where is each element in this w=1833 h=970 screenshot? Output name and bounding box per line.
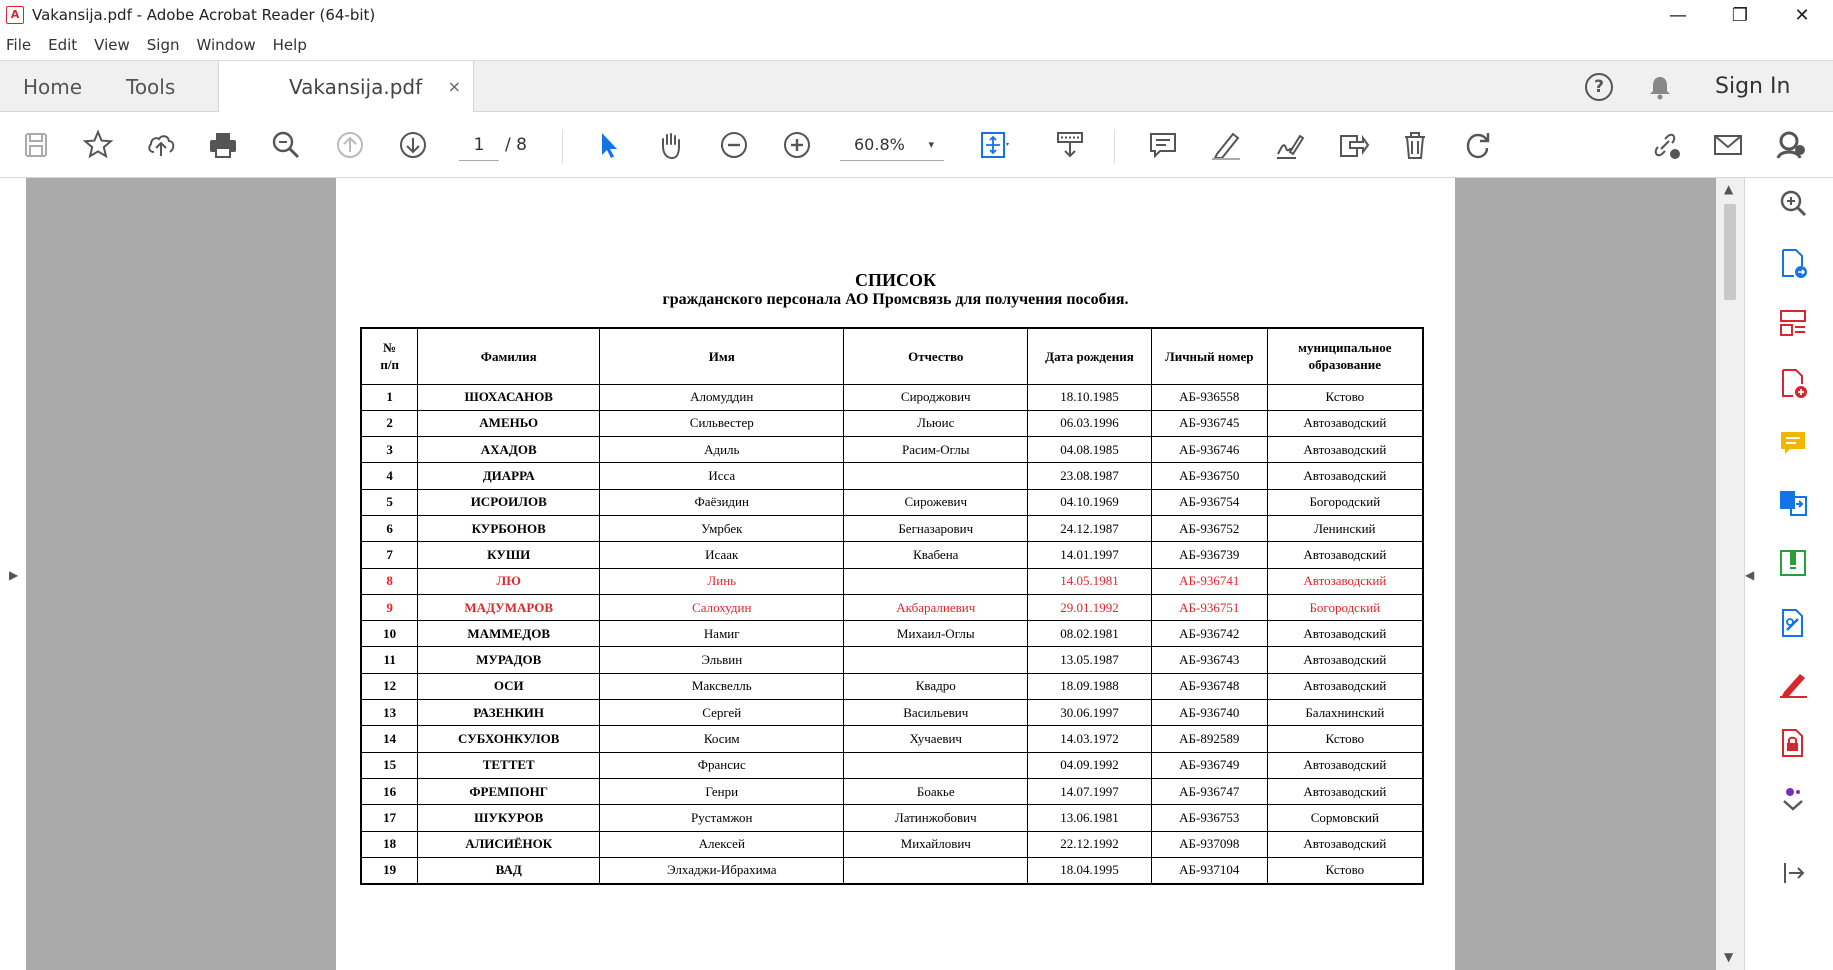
row-number: 7 xyxy=(361,542,418,568)
personal-number-cell: АБ-936754 xyxy=(1151,489,1267,515)
fit-page-icon[interactable] xyxy=(970,126,1020,164)
patronymic-cell: Боакье xyxy=(844,778,1028,804)
birth-date-cell: 30.06.1997 xyxy=(1028,700,1152,726)
menu-file[interactable]: File xyxy=(6,36,32,54)
patronymic-cell: Сирожевич xyxy=(844,489,1028,515)
collapse-pane-icon[interactable] xyxy=(1773,853,1813,893)
row-number: 1 xyxy=(361,384,418,410)
vertical-scrollbar[interactable] xyxy=(1716,178,1744,970)
surname-cell: АХАДОВ xyxy=(418,437,600,463)
name-cell: Франсис xyxy=(600,752,844,778)
tabs-bar xyxy=(0,60,1833,112)
document-title: СПИСОК xyxy=(854,270,937,290)
header-personal-number: Личный номер xyxy=(1151,328,1267,384)
birth-date-cell: 18.09.1988 xyxy=(1028,673,1152,699)
header-surname: Фамилия xyxy=(418,328,600,384)
zoom-level-value: 60.8% xyxy=(854,135,905,154)
surname-cell: ШОХАСАНОВ xyxy=(418,384,600,410)
table-row xyxy=(361,489,1423,515)
row-number: 19 xyxy=(361,857,418,883)
patronymic-cell xyxy=(844,857,1028,883)
surname-cell: СУБХОНКУЛОВ xyxy=(418,726,600,752)
left-panel-strip xyxy=(0,178,26,970)
row-number: 18 xyxy=(361,831,418,857)
table-row xyxy=(361,594,1423,620)
star-icon[interactable] xyxy=(78,126,118,164)
birth-date-cell: 18.04.1995 xyxy=(1028,857,1152,883)
name-cell: Эльвин xyxy=(600,647,844,673)
table-header-row xyxy=(361,328,1423,384)
row-number: 15 xyxy=(361,752,418,778)
select-cursor-icon[interactable] xyxy=(588,126,628,164)
table-row xyxy=(361,568,1423,594)
birth-date-cell: 29.01.1992 xyxy=(1028,594,1152,620)
personal-number-cell: АБ-936745 xyxy=(1151,410,1267,436)
menu-window[interactable]: Window xyxy=(196,36,256,54)
personal-number-cell: АБ-936749 xyxy=(1151,752,1267,778)
patronymic-cell: Сироджович xyxy=(844,384,1028,410)
surname-cell: ФРЕМПОНГ xyxy=(418,778,600,804)
personal-number-cell: АБ-936753 xyxy=(1151,805,1267,831)
tab-tools[interactable]: Tools xyxy=(126,75,176,99)
document-subtitle: гражданского персонала АО Промсвязь для получения пособия. xyxy=(662,291,1129,308)
table-row xyxy=(361,437,1423,463)
birth-date-cell: 14.05.1981 xyxy=(1028,568,1152,594)
help-icon[interactable]: ? xyxy=(1585,73,1613,101)
print-icon[interactable] xyxy=(203,126,243,164)
combine-files-icon[interactable] xyxy=(1773,483,1813,523)
birth-date-cell: 06.03.1996 xyxy=(1028,410,1152,436)
surname-cell: КУРБОНОВ xyxy=(418,515,600,541)
birth-date-cell: 13.05.1987 xyxy=(1028,647,1152,673)
row-number: 6 xyxy=(361,515,418,541)
personal-number-cell: АБ-936558 xyxy=(1151,384,1267,410)
personal-number-cell: АБ-936740 xyxy=(1151,700,1267,726)
surname-cell: МАДУМАРОВ xyxy=(418,594,600,620)
personal-number-cell: АБ-936752 xyxy=(1151,515,1267,541)
municipality-cell: Автозаводский xyxy=(1267,437,1423,463)
patronymic-cell: Акбаралиевич xyxy=(844,594,1028,620)
scroll-up-icon[interactable]: ▲ xyxy=(1724,182,1734,196)
row-number: 4 xyxy=(361,463,418,489)
birth-date-cell: 24.12.1987 xyxy=(1028,515,1152,541)
table-row xyxy=(361,778,1423,804)
row-number: 14 xyxy=(361,726,418,752)
patronymic-cell: Васильевич xyxy=(844,700,1028,726)
personal-number-cell: АБ-936751 xyxy=(1151,594,1267,620)
personal-number-cell: АБ-936743 xyxy=(1151,647,1267,673)
personal-number-cell: АБ-936748 xyxy=(1151,673,1267,699)
surname-cell: ДИАРРА xyxy=(418,463,600,489)
search-zoom-icon[interactable] xyxy=(1773,183,1813,223)
comment-tool-icon[interactable] xyxy=(1773,423,1813,463)
patronymic-cell: Квадро xyxy=(844,673,1028,699)
municipality-cell: Автозаводский xyxy=(1267,673,1423,699)
birth-date-cell: 08.02.1981 xyxy=(1028,621,1152,647)
surname-cell: АМЕНЬО xyxy=(418,410,600,436)
name-cell: Генри xyxy=(600,778,844,804)
row-number: 2 xyxy=(361,410,418,436)
upload-cloud-icon[interactable] xyxy=(141,126,181,164)
municipality-cell: Сормовский xyxy=(1267,805,1423,831)
patronymic-cell: Льюис xyxy=(844,410,1028,436)
menu-edit[interactable]: Edit xyxy=(48,36,78,54)
row-number: 17 xyxy=(361,805,418,831)
patronymic-cell: Бегназарович xyxy=(844,515,1028,541)
scroll-down-icon[interactable]: ▼ xyxy=(1724,950,1734,964)
name-cell: Намиг xyxy=(600,621,844,647)
staff-table xyxy=(360,327,1424,885)
municipality-cell: Автозаводский xyxy=(1267,831,1423,857)
name-cell: Элхаджи-Ибрахима xyxy=(600,857,844,883)
menu-help[interactable]: Help xyxy=(272,36,307,54)
municipality-cell: Автозаводский xyxy=(1267,647,1423,673)
name-cell: Фаёзидин xyxy=(600,489,844,515)
name-cell: Максвелль xyxy=(600,673,844,699)
municipality-cell: Кстово xyxy=(1267,384,1423,410)
municipality-cell: Ленинский xyxy=(1267,515,1423,541)
user-account-icon[interactable] xyxy=(1771,126,1811,164)
municipality-cell: Автозаводский xyxy=(1267,621,1423,647)
table-row xyxy=(361,831,1423,857)
sign-in-button[interactable]: Sign In xyxy=(1715,74,1791,99)
birth-date-cell: 14.03.1972 xyxy=(1028,726,1152,752)
collapse-right-panel-icon[interactable]: ◀ xyxy=(1745,568,1755,582)
surname-cell: ОСИ xyxy=(418,673,600,699)
patronymic-cell xyxy=(844,568,1028,594)
personal-number-cell: АБ-936746 xyxy=(1151,437,1267,463)
birth-date-cell: 04.08.1985 xyxy=(1028,437,1152,463)
patronymic-cell: Хучаевич xyxy=(844,726,1028,752)
header-birth-date: Дата рождения xyxy=(1028,328,1152,384)
table-row xyxy=(361,673,1423,699)
comment-icon[interactable] xyxy=(1143,126,1183,164)
row-number: 3 xyxy=(361,437,418,463)
birth-date-cell: 13.06.1981 xyxy=(1028,805,1152,831)
row-number: 11 xyxy=(361,647,418,673)
table-row xyxy=(361,805,1423,831)
name-cell: Исса xyxy=(600,463,844,489)
header-patronymic: Отчество xyxy=(844,328,1028,384)
municipality-cell: Автозаводский xyxy=(1267,752,1423,778)
surname-cell: ШУКУРОВ xyxy=(418,805,600,831)
municipality-cell: Автозаводский xyxy=(1267,568,1423,594)
zoom-out-icon[interactable] xyxy=(714,126,754,164)
previous-page-icon[interactable] xyxy=(330,126,370,164)
restore-button[interactable]: ❐ xyxy=(1731,4,1749,26)
surname-cell: ВАД xyxy=(418,857,600,883)
surname-cell: ЛЮ xyxy=(418,568,600,594)
share-link-icon[interactable] xyxy=(1645,126,1685,164)
surname-cell: МАММЕДОВ xyxy=(418,621,600,647)
personal-number-cell: АБ-936741 xyxy=(1151,568,1267,594)
birth-date-cell: 22.12.1992 xyxy=(1028,831,1152,857)
hand-tool-icon[interactable] xyxy=(651,126,691,164)
name-cell: Сергей xyxy=(600,700,844,726)
bell-icon[interactable] xyxy=(1646,73,1674,101)
close-window-button[interactable]: ✕ xyxy=(1794,4,1810,26)
scrollbar-thumb[interactable] xyxy=(1724,204,1736,300)
page-number-input[interactable]: 1 xyxy=(459,129,499,161)
menu-bar xyxy=(0,30,1833,60)
personal-number-cell: АБ-937098 xyxy=(1151,831,1267,857)
personal-number-cell: АБ-936747 xyxy=(1151,778,1267,804)
name-cell: Исаак xyxy=(600,542,844,568)
toolbar-divider xyxy=(562,130,563,164)
table-row xyxy=(361,410,1423,436)
municipality-cell: Кстово xyxy=(1267,857,1423,883)
birth-date-cell: 04.10.1969 xyxy=(1028,489,1152,515)
surname-cell: РАЗЕНКИН xyxy=(418,700,600,726)
fill-sign-icon[interactable] xyxy=(1269,126,1309,164)
window-title: Vakansija.pdf - Adobe Acrobat Reader (64-bit) xyxy=(32,6,376,24)
more-tools-icon[interactable] xyxy=(1773,778,1813,818)
scroll-mode-icon[interactable] xyxy=(1050,126,1090,164)
window-controls xyxy=(1647,0,1833,30)
name-cell: Адиль xyxy=(600,437,844,463)
page-canvas xyxy=(26,178,1716,970)
zoom-level-select[interactable] xyxy=(840,129,944,161)
patronymic-cell: Квабена xyxy=(844,542,1028,568)
organize-pages-icon[interactable] xyxy=(1773,303,1813,343)
header-number: № п/п xyxy=(361,328,418,384)
surname-cell: АЛИСИЁНОК xyxy=(418,831,600,857)
edit-pdf-icon[interactable] xyxy=(1773,603,1813,643)
surname-cell: ТЕТТЕТ xyxy=(418,752,600,778)
name-cell: Алексей xyxy=(600,831,844,857)
menu-view[interactable]: View xyxy=(94,36,130,54)
document-viewer[interactable] xyxy=(0,178,1744,970)
right-tools-pane xyxy=(1744,178,1833,970)
highlight-pen-icon[interactable] xyxy=(1206,126,1246,164)
email-icon[interactable] xyxy=(1708,126,1748,164)
acrobat-app-icon: A xyxy=(6,6,24,24)
municipality-cell: Автозаводский xyxy=(1267,410,1423,436)
name-cell: Умрбек xyxy=(600,515,844,541)
table-row xyxy=(361,700,1423,726)
menu-sign[interactable]: Sign xyxy=(146,36,180,54)
pdf-page xyxy=(336,178,1455,970)
table-row xyxy=(361,857,1423,883)
fill-sign-tool-icon[interactable] xyxy=(1773,663,1813,703)
rotate-icon[interactable] xyxy=(1458,126,1498,164)
patronymic-cell xyxy=(844,463,1028,489)
name-cell: Рустамжон xyxy=(600,805,844,831)
expand-left-panel-icon[interactable]: ▶ xyxy=(9,568,19,582)
name-cell: Линь xyxy=(600,568,844,594)
name-cell: Аломуддин xyxy=(600,384,844,410)
table-row xyxy=(361,515,1423,541)
table-row xyxy=(361,542,1423,568)
title-bar xyxy=(0,0,1833,30)
municipality-cell: Автозаводский xyxy=(1267,778,1423,804)
birth-date-cell: 18.10.1985 xyxy=(1028,384,1152,410)
table-row xyxy=(361,752,1423,778)
personal-number-cell: АБ-936739 xyxy=(1151,542,1267,568)
zoom-search-icon[interactable] xyxy=(266,126,306,164)
patronymic-cell xyxy=(844,752,1028,778)
tab-document[interactable] xyxy=(218,61,474,113)
municipality-cell: Кстово xyxy=(1267,726,1423,752)
municipality-cell: Богородский xyxy=(1267,594,1423,620)
municipality-cell: Балахнинский xyxy=(1267,700,1423,726)
toolbar xyxy=(0,112,1833,178)
compress-pdf-icon[interactable] xyxy=(1773,543,1813,583)
birth-date-cell: 14.07.1997 xyxy=(1028,778,1152,804)
minimize-button[interactable]: — xyxy=(1669,4,1687,26)
municipality-cell: Богородский xyxy=(1267,489,1423,515)
row-number: 16 xyxy=(361,778,418,804)
personal-number-cell: АБ-892589 xyxy=(1151,726,1267,752)
header-name: Имя xyxy=(600,328,844,384)
row-number: 13 xyxy=(361,700,418,726)
municipality-cell: Автозаводский xyxy=(1267,463,1423,489)
zoom-in-icon[interactable] xyxy=(777,126,817,164)
table-row xyxy=(361,621,1423,647)
tab-home[interactable]: Home xyxy=(23,75,83,99)
municipality-cell: Автозаводский xyxy=(1267,542,1423,568)
table-row xyxy=(361,463,1423,489)
patronymic-cell: Михайлович xyxy=(844,831,1028,857)
export-pdf-icon[interactable] xyxy=(1773,243,1813,283)
toolbar-divider xyxy=(1114,130,1115,164)
document-tab-label: Vakansija.pdf xyxy=(289,75,423,99)
save-icon[interactable] xyxy=(16,126,56,164)
birth-date-cell: 14.01.1997 xyxy=(1028,542,1152,568)
birth-date-cell: 04.09.1992 xyxy=(1028,752,1152,778)
name-cell: Салохудин xyxy=(600,594,844,620)
row-number: 5 xyxy=(361,489,418,515)
protect-pdf-icon[interactable] xyxy=(1773,723,1813,763)
row-number: 12 xyxy=(361,673,418,699)
name-cell: Косим xyxy=(600,726,844,752)
surname-cell: ИСРОИЛОВ xyxy=(418,489,600,515)
row-number: 10 xyxy=(361,621,418,647)
row-number: 8 xyxy=(361,568,418,594)
surname-cell: КУШИ xyxy=(418,542,600,568)
delete-trash-icon[interactable] xyxy=(1395,126,1435,164)
surname-cell: МУРАДОВ xyxy=(418,647,600,673)
row-number: 9 xyxy=(361,594,418,620)
patronymic-cell xyxy=(844,647,1028,673)
personal-number-cell: АБ-937104 xyxy=(1151,857,1267,883)
personal-number-cell: АБ-936750 xyxy=(1151,463,1267,489)
table-row xyxy=(361,647,1423,673)
close-tab-icon[interactable]: × xyxy=(447,77,461,96)
birth-date-cell: 23.08.1987 xyxy=(1028,463,1152,489)
table-row xyxy=(361,384,1423,410)
chevron-down-icon: ▾ xyxy=(928,138,934,151)
send-for-signature-icon[interactable] xyxy=(1332,126,1372,164)
header-municipality: муниципальное образование xyxy=(1267,328,1423,384)
personal-number-cell: АБ-936742 xyxy=(1151,621,1267,647)
patronymic-cell: Латинжобович xyxy=(844,805,1028,831)
patronymic-cell: Михаил-Оглы xyxy=(844,621,1028,647)
name-cell: Сильвестер xyxy=(600,410,844,436)
page-total: / 8 xyxy=(505,135,527,155)
next-page-icon[interactable] xyxy=(393,126,433,164)
create-pdf-icon[interactable] xyxy=(1773,363,1813,403)
patronymic-cell: Расим-Оглы xyxy=(844,437,1028,463)
table-row xyxy=(361,726,1423,752)
